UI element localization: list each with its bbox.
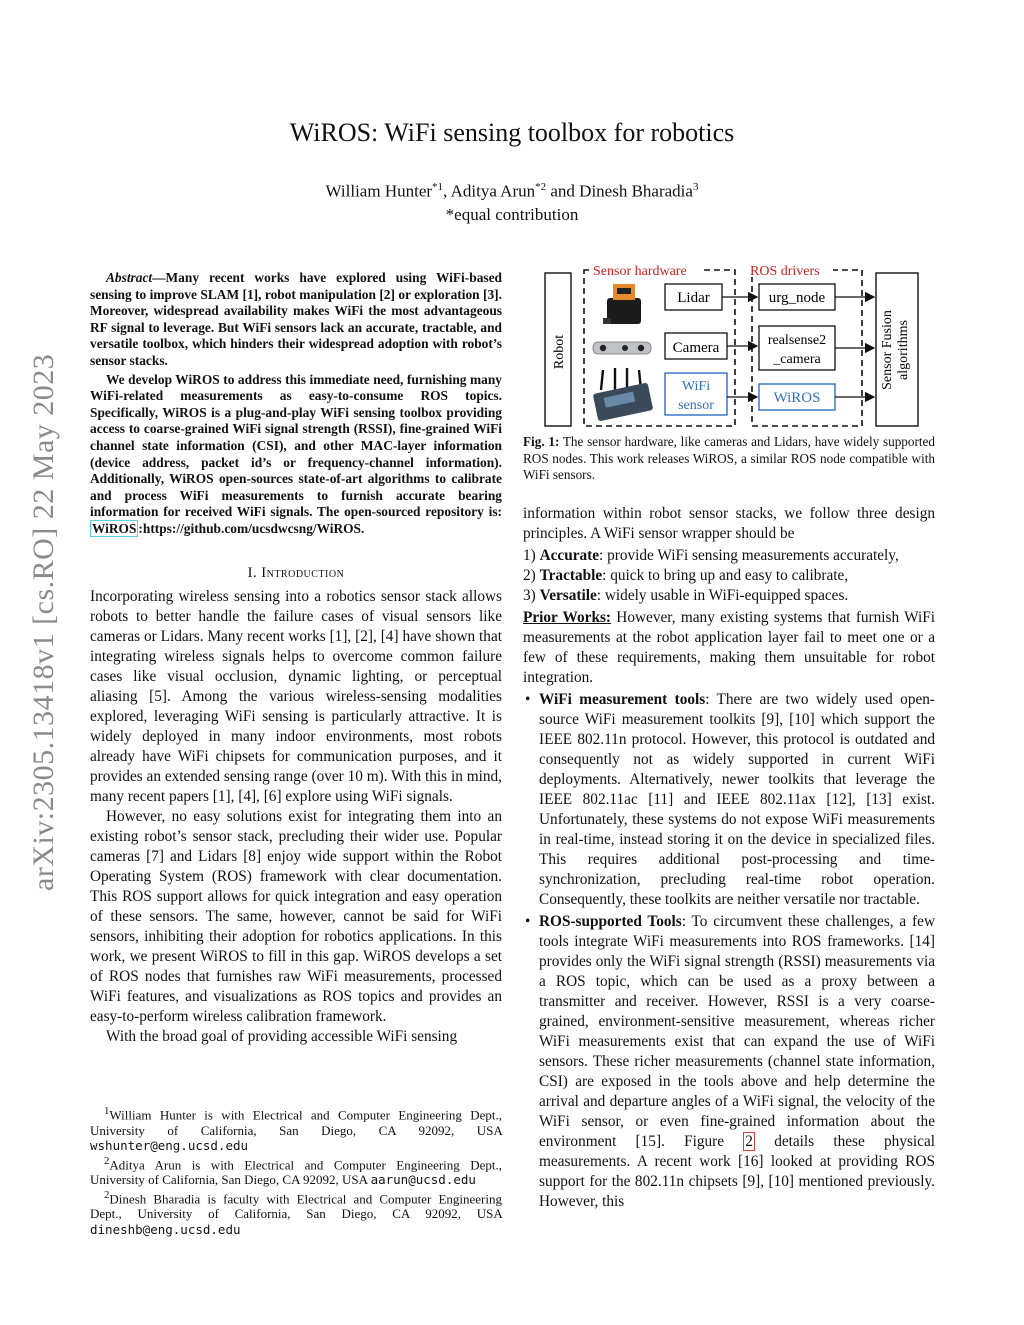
figure-2-reference[interactable]: 2 [745,1133,753,1150]
repo-url[interactable]: :https://github.com/ucsdwcsng/WiROS. [138,520,365,536]
ros-drivers-label: ROS drivers [750,264,820,279]
author-2-affil: *2 [535,181,547,193]
section-heading-introduction [90,565,502,582]
wifi-router-image [593,368,654,422]
realsense-label-2: _camera [773,352,821,367]
section-number: I. [247,565,258,581]
section-title: Introduction [261,565,345,581]
intro-paragraph-2: However, no easy solutions exist for integrating them into an existing robot’s sensor stack, precluding their wider use. Popular cameras [7] and Lidars [8] enjoy wide support within the Robot Operating System (ROS) framework with clear documentation. This ROS support allows for quick integration and easy operation of these sensors. The same, however, cannot be said for WiFi sensors, inhibiting their adoption for robotics applications. In this work, we present WiROS to fill in this gap. WiROS develops a set of ROS nodes that furnishes raw WiFi measurements, processed WiFi features, and visualizations as ROS topics and provides an easy-to-perform wireless calibration framework. [90,808,502,1025]
email-1[interactable]: wshunter@eng.ucsd.edu [90,1138,249,1154]
abstract-dash: — [152,270,166,285]
camera-image [593,342,651,354]
author-3-affil: 3 [692,181,699,193]
abstract [90,270,502,538]
footnotes [90,1104,502,1237]
camera-label: Camera [672,340,720,356]
footnote-3: $^2$Dinesh Bharadia is faculty with Electrical and Computer Engineering Dept., University of California, San Diego, CA 92092, USA dineshb@eng.ucsd.edu [90,1188,502,1237]
abstract-p2: We develop WiROS to address this immediate need, furnishing many WiFi-related measurements as easy-to-consume ROS topics. Specifically, WiROS is a plug-and-play WiFi sensing toolbox providing access to coarse-grained WiFi signal strength (RSSI), fine-grained WiFi channel state information (CSI), and other MAC-layer information (device address, packet id’s or frequency-channel information). Additionally, WiROS open-sources state-of-art algorithms to calibrate and process WiFi measurements to furnish accurate bearing information for received WiFi signals. The open-sourced repository is: [90,371,502,520]
principle-item: 2) Tractable: quick to bring up and easy to calibrate, [523,567,849,584]
abstract-label: Abstract [106,270,153,285]
sensor-fusion-label-2: algorithms [896,320,911,380]
prior-works-paragraph: Prior Works: However, many existing systems that furnish WiFi measurements at the robot application layer fail to meet one or a few of these requirements, making them unsuitable for robot integration. [523,609,935,686]
author-3: Dinesh Bharadia [579,181,693,201]
principle-item: 1) Accurate: provide WiFi sensing measurements accurately, [523,547,899,564]
principle-item: 3) Versatile: widely usable in WiFi-equipped spaces. [523,587,849,604]
arxiv-identifier: arXiv:2305.13418v1 [cs.RO] 22 May 2023 [27,353,60,891]
urg-node-label: urg_node [768,290,826,306]
author-block: William Hunter$^{*1}$, Aditya Arun$^{*2}$ and Dinesh Bharadia$^3$ *equal contribution [0,176,1024,226]
bullet-ros-tools: • ROS-supported Tools: To circumvent these challenges, a few tools integrate WiFi measurements into ROS frameworks. [14] provides only the WiFi signal strength (RSSI) measurements via a ROS topic, which can be used as a proxy between a transmitter and receiver. However, RSSI is a very coarse-grained, environment-sensitive measurement, whereas richer WiFi measurements exist that can expand the use of WiFi sensors. These richer measurements (channel state information, CSI) are exposed in the tools above and help determine the arrival and departure angles of a WiFi signal, the velocity of the WiFi sensor, or even fine-grained information about the environment [15]. Figure 2 details these physical measurements. A recent work [16] looked at providing ROS support for the 802.11n chipsets [9], [10] mentioned previously. However, this [525,913,936,1210]
author-1: William Hunter [325,181,433,201]
intro-paragraph-3: With the broad goal of providing accessible WiFi sensing [106,1028,458,1045]
realsense-label-1: realsense2 [767,333,827,348]
footnote-1: $^1$William Hunter is with Electrical and Computer Engineering Dept., University of California, San Diego, CA 92092, USA wshunter@eng.ucsd.edu [90,1105,502,1154]
bullet-icon: • [525,691,531,708]
intro-paragraph-1: Incorporating wireless sensing into a robotics sensor stack allows robots to better handle the failure cases of visual sensors like cameras or Lidars. Many recent works [1], [2], [4] have shown that integrating wireless signals helps to overcome common failure cases like visual occlusion, dynamic lighting, or perceptual aliasing [5]. Among the various wireless-sensing modalities explored, leveraging WiFi sensing is particularly attractive. It is widely deployed in many indoor environments, most robots already have WiFi chipsets for communication purposes, and it provides an extended sensing range (over 10 m). With this in mind, many recent papers [1], [4], [6] explore using WiFi signals. [90,588,502,805]
wiros-label: WiROS [773,390,821,406]
sensor-hardware-label: Sensor hardware [593,264,687,279]
bullet-wifi-tools: • WiFi measurement tools: There are two widely used open-source WiFi measurement toolkits [9], [10] which support the IEEE 802.11n protocol. However, this protocol is outdated and consequently not as widely supported in current WiFi deployments. Alternatively, newer toolkits that leverage the IEEE 802.11ac [11] and IEEE 802.11ax [12], [13] exist. Unfortunately, these systems do not expose WiFi measurements in real-time, instead storing it on the device in specialized files. This requires additional post-processing and time-synchronization, precluding real-time robot operation. Consequently, these toolkits are neither versatile nor tractable. [525,691,935,908]
repo-link[interactable]: WiROS [92,520,137,536]
abstract-p1: Many recent works have explored using WiFi-based sensing to improve SLAM [1], robot manipulation [2] or exploration [3]. Moreover, widespread availability makes WiFi the most advantageous RF signal to leverage. But WiFi sensors lack an accurate, tractable, and versatile toolbox, which hinders their widespread adoption with robot’s sensor stacks. [90,270,502,368]
design-principles-list [523,546,935,606]
email-2[interactable]: aarun@ucsd.edu [370,1172,476,1188]
caption-label: Fig. 1: [523,434,560,449]
paper-title: WiROS: WiFi sensing toolbox for robotics [289,118,735,147]
equal-contribution-note: *equal contribution [445,204,579,224]
figure-1-caption [523,434,935,484]
wifi-sensor-label-1: WiFi [681,379,711,394]
caption-text: The sensor hardware, like cameras and Lidars, have widely supported ROS nodes. This work releases WiROS, a similar ROS node compatible with WiFi sensors. [523,434,935,483]
design-principles-intro: information within robot sensor stacks, we follow three design principles. A WiFi sensor wrapper should be [523,505,935,542]
sensor-fusion-label-1: Sensor Fusion [880,310,895,390]
robot-label: Robot [552,334,567,370]
wifi-sensor-label-2: sensor [678,398,714,413]
author-2: Aditya Arun [450,181,536,201]
author-and: and [550,181,575,201]
author-1-affil: *1 [432,181,444,193]
email-3[interactable]: dineshb@eng.ucsd.edu [90,1221,241,1237]
left-column-body [90,587,502,1047]
right-column-body [523,504,935,1212]
prior-works-label: Prior Works: [523,609,612,626]
footnote-2: $^2$Aditya Arun is with Electrical and Computer Engineering Dept., University of California, San Diego, CA 92092, USA aarun@ucsd.edu [90,1154,502,1188]
bullet-icon: • [525,913,531,930]
figure-1-diagram [523,256,935,431]
lidar-label: Lidar [677,290,710,306]
lidar-image [603,284,641,324]
